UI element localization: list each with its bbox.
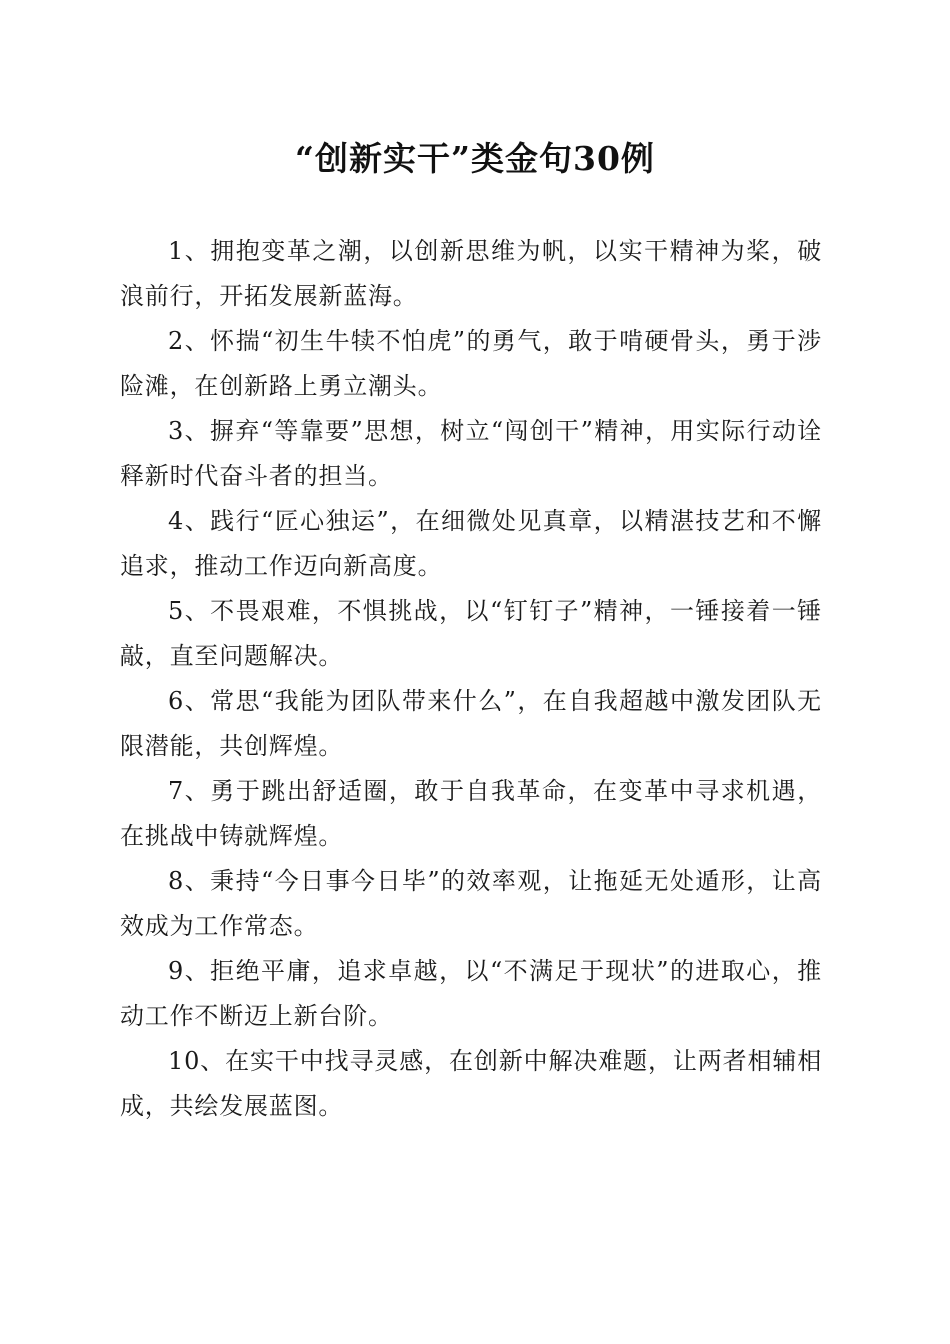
paragraph-8: 8、秉持“今日事今日毕”的效率观，让拖延无处遁形，让高效成为工作常态。 — [120, 867, 822, 940]
paragraph-1: 1、拥抱变革之潮，以创新思维为帆，以实干精神为桨，破浪前行，开拓发展新蓝海。 — [120, 237, 822, 310]
paragraph-3: 3、摒弃“等靠要”思想，树立“闯创干”精神，用实际行动诠释新时代奋斗者的担当。 — [120, 417, 822, 490]
document-body — [120, 229, 822, 1129]
paragraph-4: 4、践行“匠心独运”，在细微处见真章，以精湛技艺和不懈追求，推动工作迈向新高度。 — [120, 507, 822, 580]
paragraph-9: 9、拒绝平庸，追求卓越，以“不满足于现状”的进取心，推动工作不断迈上新台阶。 — [120, 957, 822, 1030]
paragraph-6: 6、常思“我能为团队带来什么”，在自我超越中激发团队无限潜能，共创辉煌。 — [120, 687, 822, 760]
document-title: “创新实干”类金句30例 — [295, 139, 655, 178]
paragraph-7: 7、勇于跳出舒适圈，敢于自我革命，在变革中寻求机遇，在挑战中铸就辉煌。 — [120, 777, 822, 850]
paragraph-2: 2、怀揣“初生牛犊不怕虎”的勇气，敢于啃硬骨头，勇于涉险滩，在创新路上勇立潮头。 — [120, 327, 822, 400]
paragraph-10: 10、在实干中找寻灵感，在创新中解决难题，让两者相辅相成，共绘发展蓝图。 — [120, 1047, 822, 1120]
paragraph-5: 5、不畏艰难，不惧挑战，以“钉钉子”精神，一锤接着一锤敲，直至问题解决。 — [120, 597, 822, 670]
